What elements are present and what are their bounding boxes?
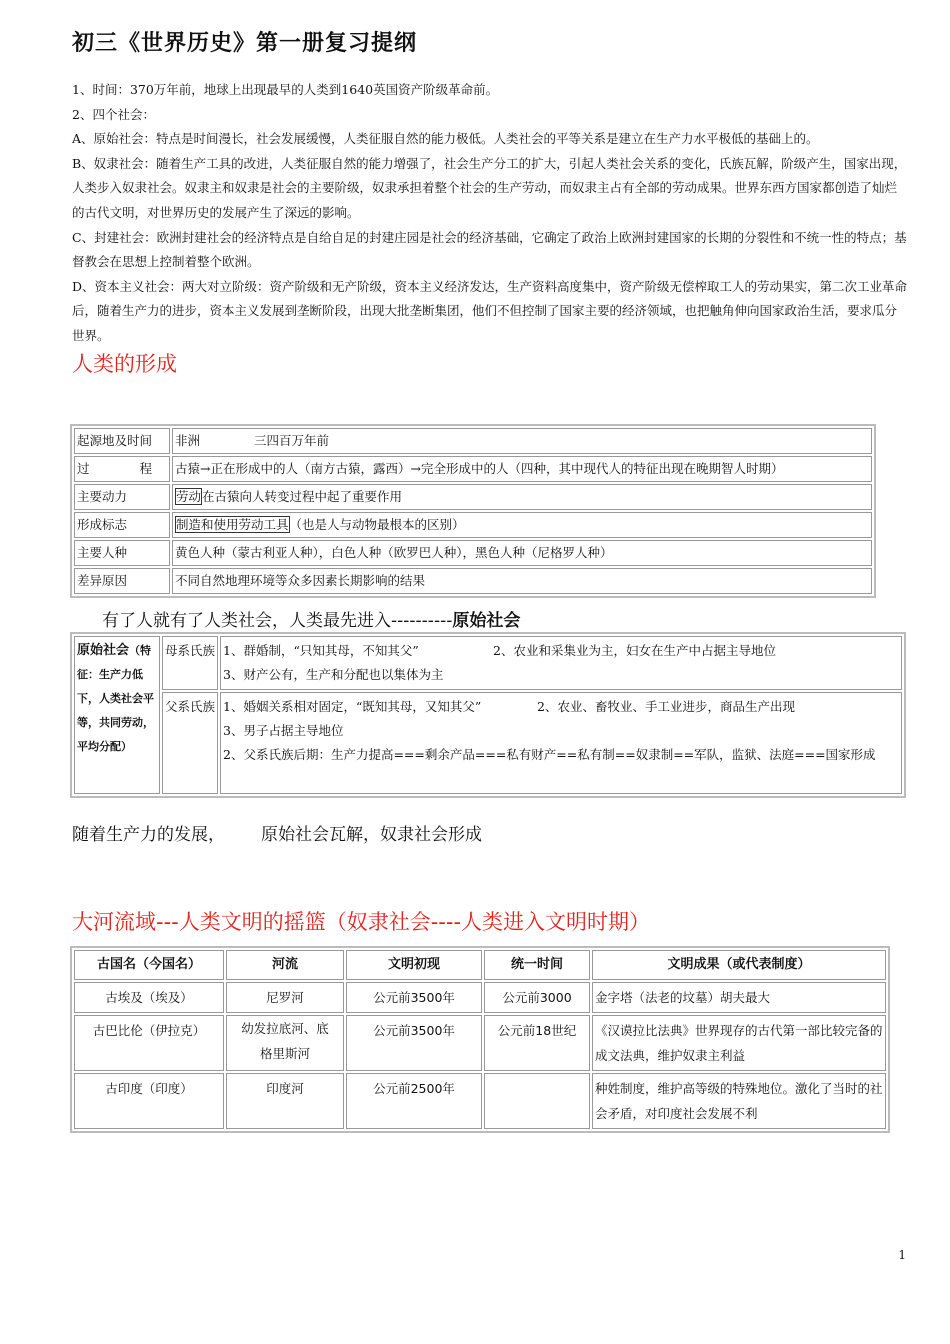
row-value <box>172 428 872 454</box>
primitive-society-line <box>102 606 520 631</box>
intro-paragraph: D、资本主义社会：两大对立阶级：资产阶级和无产阶级，资本主义经济发达，生产资料高度集中，资产阶级无偿榨取工人的劳动果实，第二次工业革命后，随着生产力的进步，资本主义发展到垄断阶段，出现大批垄断集团，他们不但控制了国家主要的经济领域，也把触角伸向国家政治生活，要求瓜分世界。 <box>72 278 908 343</box>
unify-cell: 公元前3000 <box>484 982 590 1013</box>
clan-description <box>220 636 902 690</box>
clan-name: 父系氏族 <box>162 692 218 794</box>
intro-paragraph: 2、四个社会： <box>72 106 155 122</box>
label-part: 程 <box>139 461 152 476</box>
line-bold-text: 原始社会 <box>452 611 521 631</box>
table-row <box>74 428 872 454</box>
result-cell: 金字塔（法老的坟墓）胡夫最大 <box>592 982 886 1013</box>
dawn-cell: 公元前3500年 <box>346 982 482 1013</box>
table-row <box>74 1015 886 1071</box>
row-label: 主要动力 <box>74 484 170 510</box>
table-row <box>74 512 872 538</box>
unify-cell <box>484 1073 590 1129</box>
line-text: 有了人就有了人类社会，人类最先进入---------- <box>102 611 453 631</box>
row-value: 古猿→正在形成中的人（南方古猿，露西）→完全形成中的人（四种，其中现代人的特征出现在晚期智人时期） <box>172 456 872 482</box>
clan-point: 1、群婚制，“只知其母，不知其父” <box>223 643 419 658</box>
country-cell: 古巴比伦（伊拉克） <box>74 1015 224 1071</box>
section-heading-river-civilizations: 大河流域---人类文明的摇篮（奴隶社会----人类进入文明时期） <box>72 910 651 934</box>
primitive-society-table <box>70 632 906 798</box>
table-row <box>74 484 872 510</box>
clan-name: 母系氏族 <box>162 636 218 690</box>
row-value-text: 在古猿向人转变过程中起了重要作用 <box>202 489 403 504</box>
clan-point: 3、财产公有，生产和分配也以集体为主 <box>223 667 444 682</box>
intro-section <box>72 78 908 349</box>
dawn-cell: 公元前2500年 <box>346 1073 482 1129</box>
country-cell: 古印度（印度） <box>74 1073 224 1129</box>
clan-point: 1、婚姻关系相对固定，“既知其母，又知其父” <box>223 699 482 714</box>
intro-paragraph: B、奴隶社会：随着生产工具的改进，人类征服自然的能力增强了，社会生产分工的扩大，引起人类社会关系的变化，氏族瓦解，阶级产生，国家出现，人类步入奴隶社会。奴隶主和奴隶是社会的主要阶级，奴隶承担着整个社会的生产劳动，而奴隶主占有全部的劳动成果。世界东西方国家都创造了灿烂的古代文明，对世界历史的发展产生了深远的影响。 <box>72 155 907 220</box>
line-text: 随着生产力的发展， <box>72 825 225 845</box>
label-small: （特征：生产力低下，人类社会平等，共同劳动，平均分配） <box>77 644 154 753</box>
column-header: 河流 <box>226 950 344 980</box>
river-cell: 印度河 <box>226 1073 344 1129</box>
table-header-row <box>74 950 886 980</box>
row-value-text: （也是人与动物最根本的区别） <box>289 517 465 532</box>
table-row <box>74 456 872 482</box>
result-cell: 《汉谟拉比法典》世界现存的古代第一部比较完备的成文法典，维护奴隶主利益 <box>592 1015 886 1071</box>
line-text: 原始社会瓦解，奴隶社会形成 <box>261 825 482 845</box>
intro-paragraph: C、封建社会：欧洲封建社会的经济特点是自给自足的封建庄园是社会的经济基础，它确定了政治上欧洲封建国家的长期的分裂性和不统一性的特点；基督教会在思想上控制着整个欧洲。 <box>72 229 907 270</box>
label-part: 过 <box>77 461 90 476</box>
boxed-term: 劳动 <box>176 489 202 504</box>
label-big: 原始社会 <box>77 643 130 658</box>
table-row <box>74 692 902 794</box>
row-value: 不同自然地理环境等众多因素长期影响的结果 <box>172 568 872 594</box>
row-value: 黄色人种（蒙古利亚人种），白色人种（欧罗巴人种），黑色人种（尼格罗人种） <box>172 540 872 566</box>
intro-paragraph: A、原始社会：特点是时间漫长，社会发展缓慢，人类征服自然的能力极低。人类社会的平等关系是建立在生产力水平极低的基础上的。 <box>72 131 819 147</box>
country-cell: 古埃及（埃及） <box>74 982 224 1013</box>
clan-point: 2、父系氏族后期：生产力提高===剩余产品===私有财产==私有制==奴隶制==军队，监狱、法庭===国家形成 <box>223 747 876 762</box>
section-heading-human-formation: 人类的形成 <box>72 352 177 376</box>
clan-point: 3、男子占据主导地位 <box>223 723 344 738</box>
river-cell: 幼发拉底河、底格里斯河 <box>226 1015 344 1071</box>
slave-society-line <box>72 820 482 845</box>
column-header: 古国名（今国名） <box>74 950 224 980</box>
table-row <box>74 636 902 690</box>
unify-cell: 公元前18世纪 <box>484 1015 590 1071</box>
clan-point: 2、农业、畜牧业、手工业进步，商品生产出现 <box>537 699 795 714</box>
boxed-term: 制造和使用劳动工具 <box>176 517 289 532</box>
table-row <box>74 1073 886 1129</box>
origin-time: 三四百万年前 <box>253 433 329 448</box>
table-row <box>74 540 872 566</box>
page-title: 初三《世界历史》第一册复习提纲 <box>72 31 418 56</box>
column-header: 文明成果（或代表制度） <box>592 950 886 980</box>
row-label: 差异原因 <box>74 568 170 594</box>
column-header: 文明初现 <box>346 950 482 980</box>
row-label <box>74 456 170 482</box>
column-header: 统一时间 <box>484 950 590 980</box>
row-value <box>172 484 872 510</box>
human-formation-table <box>70 424 876 598</box>
river-cell: 尼罗河 <box>226 982 344 1013</box>
table-row <box>74 982 886 1013</box>
dawn-cell: 公元前3500年 <box>346 1015 482 1071</box>
row-label: 主要人种 <box>74 540 170 566</box>
row-value <box>172 512 872 538</box>
origin-place: 非洲 <box>175 433 201 448</box>
primitive-society-label <box>74 636 160 794</box>
clan-point: 2、农业和采集业为主，妇女在生产中占据主导地位 <box>493 643 776 658</box>
row-label: 起源地及时间 <box>74 428 170 454</box>
intro-paragraph: 1、时间：370万年前，地球上出现最早的人类到1640英国资产阶级革命前。 <box>72 82 499 97</box>
page-number: 1 <box>898 1248 906 1262</box>
result-cell: 种姓制度，维护高等级的特殊地位。激化了当时的社会矛盾，对印度社会发展不利 <box>592 1073 886 1129</box>
row-label: 形成标志 <box>74 512 170 538</box>
river-civilizations-table <box>70 946 890 1133</box>
clan-description <box>220 692 902 794</box>
table-row <box>74 568 872 594</box>
